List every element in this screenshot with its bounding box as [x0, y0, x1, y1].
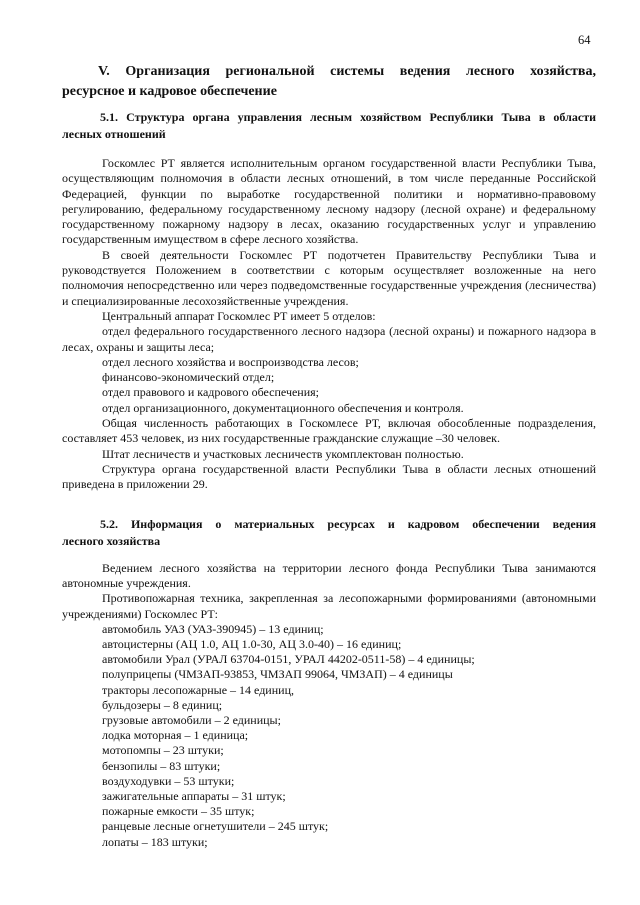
subsection-5-1-body — [62, 156, 596, 493]
equipment-item: автоцистерны (АЦ 1.0, АЦ 1.0-30, АЦ 3.0-40) – 16 единиц; — [102, 637, 402, 652]
paragraph: Штат лесничеств и участковых лесничеств укомплектован полностью. — [102, 446, 464, 461]
list-item: отдел лесного хозяйства и воспроизводства лесов; — [102, 354, 359, 369]
equipment-item: бульдозеры – 8 единиц; — [102, 697, 223, 712]
equipment-item: пожарные емкости – 35 штук; — [102, 804, 255, 819]
paragraph: Общая численность работающих в Госкомлесе РТ, включая обособленные подразделения, составляет 453 человек, из них государственные гражданские служащие –30 человек. — [62, 416, 596, 446]
paragraph: В своей деятельности Госкомлес РТ подотчетен Правительству Республики Тыва и руководствуется Положением в соответствии с которым осуществляет возложенные на него полномочия непосредственно или через подведомственные государственные учреждения (лесничества) и специализированные лесохозяйственные учреждения. — [62, 247, 596, 308]
equipment-item: ранцевые лесные огнетушители – 245 штук; — [102, 819, 329, 834]
subsection-title-5-1 — [62, 109, 596, 143]
subsection-title-5-2-line2: лесного хозяйства — [62, 534, 161, 548]
equipment-item: грузовые автомобили – 2 единицы; — [102, 713, 281, 728]
equipment-item: зажигательные аппараты – 31 штук; — [102, 789, 286, 804]
subsection-title-5-2-line1: 5.2. Информация о материальных ресурсах и кадровом обеспечении ведения — [100, 517, 596, 531]
page-number: 64 — [578, 33, 591, 47]
equipment-item: мотопомпы – 23 штуки; — [102, 743, 224, 758]
list-item: отдел федерального государственного лесного надзора (лесной охраны) и пожарного надзора в лесах, охраны и защиты леса; — [62, 324, 596, 354]
subsection-title-5-1-line1: 5.1. Структура органа управления лесным хозяйством Республики Тыва в области — [100, 110, 596, 124]
list-item: финансово-экономический отдел; — [102, 370, 275, 385]
equipment-item: бензопилы – 83 штуки; — [102, 758, 221, 773]
section-title-line1: V. Организация региональной системы ведения лесного хозяйства, — [98, 64, 596, 79]
equipment-item: лодка моторная – 1 единица; — [102, 728, 249, 743]
paragraph: Структура органа государственной власти Республики Тыва в области лесных отношений приведена в приложении 29. — [62, 461, 596, 492]
equipment-item: автомобили Урал (УРАЛ 63704-0151, УРАЛ 44202-0511-58) – 4 единицы; — [102, 652, 475, 667]
equipment-item: полуприцепы (ЧМЗАП-93853, ЧМЗАП 99064, ЧМЗАП) – 4 единицы — [102, 667, 453, 682]
paragraph: Госкомлес РТ является исполнительным органом государственной власти Республики Тыва, осуществляющим полномочия в области лесных отношений, в том числе переданные Российской Федерацией, функции по выработке государственной политики и нормативно-правовому регулированию, федеральному государственному лесному надзору (лесной охране) и федеральному государственному пожарному надзору в лесах, оказанию государственных услуг и управлению государственным имуществом в сфере лесного хозяйства. — [62, 156, 596, 247]
equipment-item: лопаты – 183 штуки; — [102, 834, 208, 849]
subsection-5-2-body — [62, 561, 596, 850]
equipment-item: воздуходувки – 53 штуки; — [102, 773, 235, 788]
subsection-title-5-2 — [62, 516, 596, 550]
paragraph: Противопожарная техника, закрепленная за лесопожарными формированиями (автономными учреждениями) Госкомлес РТ: — [62, 591, 596, 621]
subsection-title-5-1-line2: лесных отношений — [62, 127, 166, 141]
equipment-item: тракторы лесопожарные – 14 единиц, — [102, 682, 294, 697]
paragraph: Ведением лесного хозяйства на территории лесного фонда Республики Тыва занимаются автономные учреждения. — [62, 561, 596, 591]
paragraph: Центральный аппарат Госкомлес РТ имеет 5 отделов: — [102, 308, 376, 323]
list-item: отдел правового и кадрового обеспечения; — [102, 385, 320, 400]
equipment-item: автомобиль УАЗ (УАЗ-390945) – 13 единиц; — [102, 621, 324, 636]
section-title — [62, 62, 596, 102]
list-item: отдел организационного, документационного обеспечения и контроля. — [102, 400, 464, 415]
section-title-line2: ресурсное и кадровое обеспечение — [62, 84, 277, 99]
